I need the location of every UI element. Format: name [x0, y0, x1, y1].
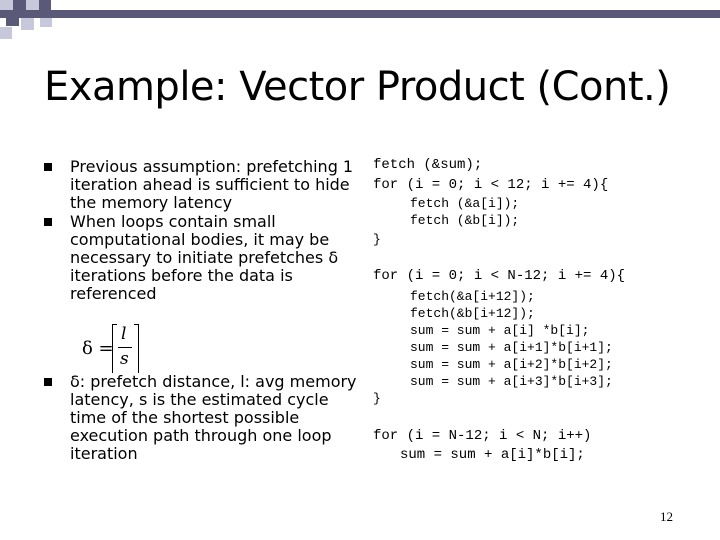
code-line: sum = sum + a[i] *b[i]; [410, 323, 590, 338]
ceiling-bracket-right [134, 324, 139, 373]
bullet-marker [44, 163, 52, 171]
formula-numerator: l [121, 324, 127, 344]
deco-square [0, 27, 12, 39]
corner-decoration [0, 0, 60, 40]
code-line: sum = sum + a[i+1]*b[i+1]; [410, 340, 613, 355]
code-line: for (i = 0; i < 12; i += 4){ [373, 177, 609, 193]
formula-lhs: δ = [82, 338, 114, 359]
code-line: } [373, 391, 381, 406]
ceiling-bracket-left [112, 324, 117, 373]
code-line: fetch(&a[i+12]); [410, 289, 535, 304]
bullet-marker [44, 218, 52, 226]
bullet-marker [44, 378, 52, 386]
code-line: for (i = N-12; i < N; i++) [373, 428, 592, 444]
formula-denominator: s [120, 349, 129, 369]
deco-square [13, 0, 26, 10]
code-line: fetch (&b[i]); [410, 213, 520, 228]
page-title: Example: Vector Product (Cont.) [44, 64, 671, 110]
code-line: fetch(&b[i+12]); [410, 306, 535, 321]
deco-square [21, 17, 34, 30]
title-rule [0, 10, 720, 18]
code-line: } [373, 232, 381, 247]
prefetch-distance-formula [82, 322, 162, 374]
code-line: sum = sum + a[i]*b[i]; [400, 447, 585, 463]
fraction-bar [118, 347, 132, 348]
bullet-text-3: δ: prefetch distance, l: avg memory latency, s is the estimated cycle time of the shortest possible execution path through one loop iteration [70, 372, 357, 463]
code-line: for (i = 0; i < N-12; i += 4){ [373, 268, 626, 284]
bullet-text-1: Previous assumption: prefetching 1 iteration ahead is sufficient to hide the memory latency [70, 157, 354, 212]
code-line: fetch (&a[i]); [410, 196, 520, 211]
code-line: sum = sum + a[i+3]*b[i+3]; [410, 374, 613, 389]
page-number: 12 [660, 509, 673, 524]
code-line: sum = sum + a[i+2]*b[i+2]; [410, 357, 613, 372]
bullet-text-2: When loops contain small computational bodies, it may be necessary to initiate prefetches δ iterations before the data is referenced [70, 212, 339, 303]
code-line: fetch (&sum); [373, 157, 483, 173]
